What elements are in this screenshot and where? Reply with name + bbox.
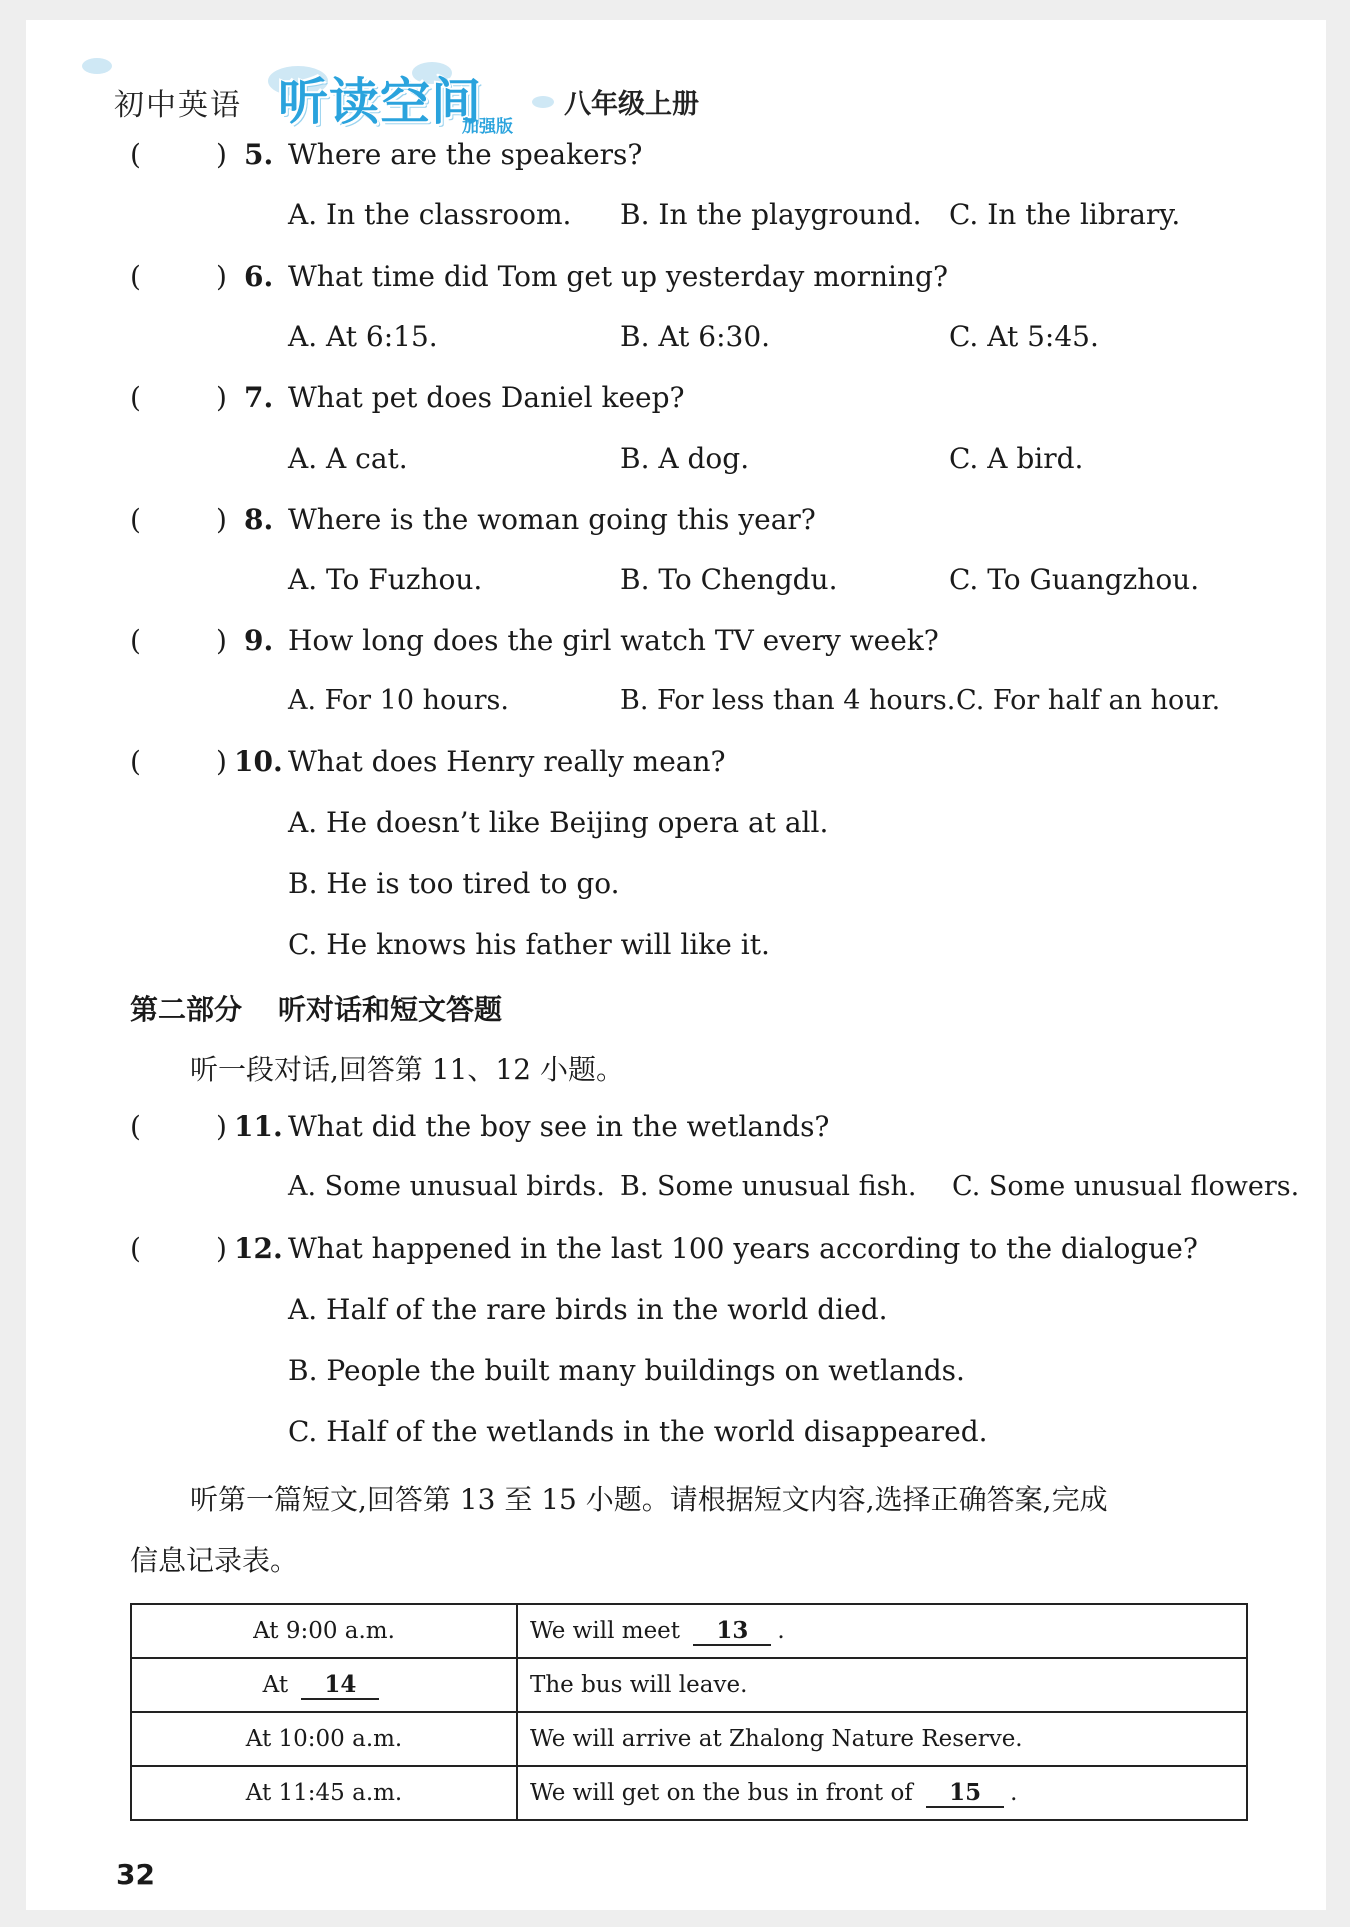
answer-paren-open: ( [130, 624, 141, 657]
option-a: A. Some unusual birds. [288, 1171, 605, 1202]
time-cell [131, 1658, 517, 1712]
option-c: C. To Guangzhou. [949, 563, 1200, 596]
instruction-passage-cont: 信息记录表。 [130, 1544, 299, 1577]
option-a: A. In the classroom. [288, 198, 572, 231]
question-text: What time did Tom get up yesterday morning? [288, 260, 948, 293]
option-b: B. A dog. [620, 442, 750, 475]
instruction-passage: 听第一篇短文,回答第 13 至 15 小题。请根据短文内容,选择正确答案,完成 [190, 1483, 1108, 1516]
answer-paren-close: ) [216, 745, 227, 778]
option-c: C. At 5:45. [949, 320, 1099, 353]
option-b: B. In the playground. [620, 198, 922, 231]
question-number: 10. [234, 745, 283, 778]
option-b: B. People the built many buildings on wetlands. [288, 1354, 965, 1387]
question-number: 6. [244, 260, 274, 293]
question-number: 11. [234, 1110, 283, 1143]
workbook-page [26, 20, 1326, 1910]
option-b: B. For less than 4 hours. [620, 685, 956, 716]
time-cell: At 11:45 a.m. [131, 1766, 517, 1820]
answer-paren-close: ) [216, 381, 227, 414]
answer-paren-close: ) [216, 1232, 227, 1265]
question-text: How long does the girl watch TV every week? [288, 624, 939, 657]
option-c: C. A bird. [949, 442, 1084, 475]
answer-paren-close: ) [216, 260, 227, 293]
option-a: A. A cat. [288, 442, 408, 475]
section-label: 第二部分 [130, 993, 243, 1026]
answer-blank: 15 [926, 1779, 1004, 1808]
page-number: 32 [116, 1858, 155, 1891]
grade-label: 八年级上册 [564, 89, 699, 120]
option-a: A. At 6:15. [288, 320, 438, 353]
info-record-table [130, 1603, 1248, 1821]
brand-logo-text: 听读空间 [278, 73, 482, 131]
event-cell [517, 1604, 1247, 1658]
answer-paren-close: ) [216, 624, 227, 657]
answer-paren-open: ( [130, 260, 141, 293]
answer-paren-close: ) [216, 138, 227, 171]
answer-paren-open: ( [130, 503, 141, 536]
event-punct: . [777, 1617, 785, 1644]
event-text: We will get on the bus in front of [530, 1779, 913, 1806]
option-a: A. He doesn’t like Beijing opera at all. [288, 806, 829, 839]
answer-paren-close: ) [216, 1110, 227, 1143]
event-cell [517, 1766, 1247, 1820]
question-number: 7. [244, 381, 274, 414]
question-number: 12. [234, 1232, 283, 1265]
question-number: 8. [244, 503, 274, 536]
option-c: C. In the library. [949, 198, 1181, 231]
section-heading [130, 988, 502, 1028]
option-b: B. At 6:30. [620, 320, 771, 353]
option-c: C. Some unusual flowers. [952, 1171, 1300, 1202]
option-a: A. To Fuzhou. [288, 563, 483, 596]
answer-paren-open: ( [130, 138, 141, 171]
edition-label: 加强版 [462, 117, 513, 137]
page-header [82, 44, 782, 137]
table-row [131, 1712, 1247, 1766]
time-cell: At 10:00 a.m. [131, 1712, 517, 1766]
table-row [131, 1766, 1247, 1820]
option-c: C. Half of the wetlands in the world disappeared. [288, 1415, 988, 1448]
event-text: We will meet [530, 1617, 681, 1644]
answer-paren-open: ( [130, 381, 141, 414]
event-cell: We will arrive at Zhalong Nature Reserve. [517, 1712, 1247, 1766]
instruction-dialogue: 听一段对话,回答第 11、12 小题。 [190, 1053, 624, 1086]
question-text: Where is the woman going this year? [288, 503, 816, 536]
series-title: 初中英语 [114, 88, 242, 123]
option-a: A. Half of the rare birds in the world died. [288, 1293, 888, 1326]
option-c: C. For half an hour. [956, 685, 1221, 716]
question-number: 9. [244, 624, 274, 657]
option-a: A. For 10 hours. [288, 685, 509, 716]
answer-paren-open: ( [130, 1232, 141, 1265]
question-text: What did the boy see in the wetlands? [288, 1110, 830, 1143]
question-text: What pet does Daniel keep? [288, 381, 685, 414]
table-row [131, 1658, 1247, 1712]
option-b: B. Some unusual fish. [620, 1171, 917, 1202]
answer-paren-open: ( [130, 1110, 141, 1143]
answer-blank: 14 [301, 1671, 379, 1700]
answer-blank: 13 [693, 1617, 771, 1646]
time-text: At [262, 1671, 289, 1698]
event-cell: The bus will leave. [517, 1658, 1247, 1712]
question-number: 5. [244, 138, 274, 171]
time-cell: At 9:00 a.m. [131, 1604, 517, 1658]
option-b: B. To Chengdu. [620, 563, 838, 596]
section-title: 听对话和短文答题 [278, 993, 503, 1026]
question-text: Where are the speakers? [288, 138, 643, 171]
question-text: What happened in the last 100 years according to the dialogue? [288, 1232, 1198, 1265]
event-punct: . [1010, 1779, 1018, 1806]
answer-paren-open: ( [130, 745, 141, 778]
cloud-icon [532, 96, 554, 108]
cloud-icon [82, 58, 112, 74]
option-c: C. He knows his father will like it. [288, 928, 770, 961]
answer-paren-close: ) [216, 503, 227, 536]
question-text: What does Henry really mean? [288, 745, 726, 778]
table-row [131, 1604, 1247, 1658]
option-b: B. He is too tired to go. [288, 867, 620, 900]
